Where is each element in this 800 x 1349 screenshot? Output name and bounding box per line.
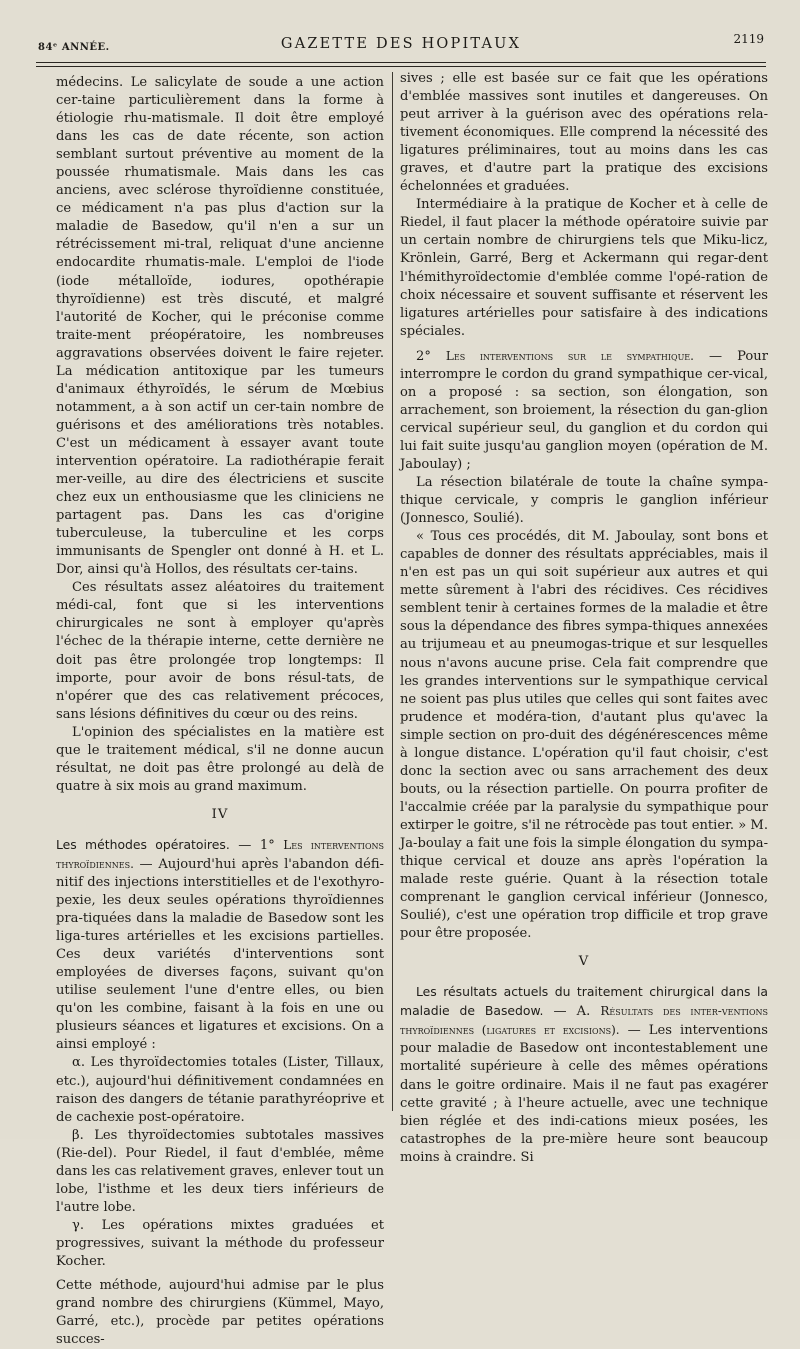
- year-label: 84ᵉ ANNÉE.: [38, 42, 110, 53]
- heading-lead: 2°: [416, 348, 446, 364]
- header-rule-thick: [36, 62, 766, 63]
- section-number: IV: [211, 806, 229, 822]
- section-heading: Les méthodes opératoires.: [56, 836, 230, 852]
- paragraph-body: — Pour interrompre le cordon du grand sympathique cer-vical, on a proposé : sa section, son élongation, son arrachement, son broiement, la résection du gan-glion cervical supérieur seul, du ganglion et du cordon qui lui fait suite jusqu'au ganglion moyen (opération de M. Jaboulay) ;: [400, 348, 768, 472]
- left-column: [56, 74, 384, 1349]
- paragraph: Cette méthode, aujourd'hui admise par le plus grand nombre des chirurgiens (Kümmel, Mayo, Garré, etc.), procède par petites opérations succes-: [56, 1278, 384, 1348]
- page-header: [38, 30, 764, 58]
- page-number: 2119: [733, 32, 764, 46]
- paragraph: sives ; elle est basée sur ce fait que les opérations d'emblée massives sont inutiles et dangereuses. On peut arriver à la guérison avec des opérations rela-tivement économiques. Elle comprend la nécessité des ligatures préliminaires, tout au moins dans les cas graves, et d'autre part la pratique des excisions échelonnées et graduées.: [400, 71, 768, 195]
- journal-title: GAZETTE DES HOPITAUX: [280, 36, 522, 52]
- paragraph: « Tous ces procédés, dit M. Jaboulay, sont bons et capables de donner des résultats appréciables, mais il n'en est pas un qui soit supérieur aux autres et qui mette sûrement à l'abri des récidives. Ces récidives semblent tenir à certaines formes de la maladie et être sous la dépendance des fibres sympa-thiques annexées au trijumeau et au pneumogas-trique et sur lesquelles nous n'avons aucune prise. Cela fait comprendre que les grandes interventions sur le sympathique cervical ne soient pas plus utiles que celles qui sont faites avec prudence et modéra-tion, d'autant plus qu'avec la simple section on pro-duit des dégénérescences même à longue distance. L'opération qu'il faut choisir, c'est donc la section avec ou sans arrachement des deux bouts, ou la résection partielle. On pourra profiter de l'accalmie créée par la paralysie du sympathique pour extirper le goitre, s'il ne rétrocède pas tout entier. » M. Ja-boulay a fait une fois la simple élongation du sympa-thique cervical et douze ans après l'opération la malade reste guérie. Quant à la résection totale comprenant le ganglion cervical inférieur (Jonnesco, Soulié), c'est une opération trop difficile et trop grave pour être proposée.: [400, 529, 768, 942]
- paragraph-body: — Aujourd'hui après l'abandon défi-nitif des injections interstitielles et de l'exothyro-pexie, les deux seules opérations thyroïdiennes pra-tiquées dans la maladie de Basedow sont les liga-tures artérielles et les excisions partielles. Ces deux variétés d'interventions sont employées de diverses façons, suivant qu'on utilise seulement l'une d'entre elles, ou bien qu'on les combine, faisant à la fois en une ou plusieurs séances et ligatures et excisions. On a ainsi employé :: [56, 856, 384, 1053]
- paragraph: γ. Les opérations mixtes graduées et progressives, suivant la méthode du professeur Kocher.: [56, 1217, 384, 1269]
- paragraph: [400, 347, 768, 474]
- paragraph: α. Les thyroïdectomies totales (Lister, Tillaux, etc.), aujourd'hui définitivement condamnées en raison des dangers de tétanie parathyréoprive et de cachexie post-opératoire.: [56, 1055, 384, 1125]
- paragraph: [56, 836, 384, 1055]
- paragraph: [400, 983, 768, 1166]
- paragraph-body: — Les interventions pour maladie de Basedow ont incontestablement une mortalité supérieure à celle des mêmes opérations dans le goitre ordinaire. Mais il ne faut pas exagérer cette gravité ; à l'heure actuelle, avec une technique bien réglée et des indi-cations mieux posées, les catastrophes de la pre-mière heure sont beaucoup moins à craindre. Si: [400, 1023, 768, 1165]
- heading-lead: — A.: [543, 1004, 601, 1020]
- header-rule-thin: [36, 66, 766, 67]
- section-number: V: [578, 954, 590, 970]
- section-heading: Les résultats actuels du traitement chirurgical dans la maladie de Basedow.: [400, 984, 768, 1019]
- column-divider: [392, 72, 393, 1111]
- paragraph: Ces résultats assez aléatoires du traitement médi-cal, font que si les interventions chirurgicales ne sont à employer qu'après l'échec de la thérapie interne, cette dernière ne doit pas être prolongée trop longtemps: Il importe, pour avoir de bons résul-tats, de n'opérer que des cas relativement précoces, sans lésions définitives du cœur ou des reins.: [56, 580, 384, 722]
- right-column: [400, 70, 768, 1167]
- paragraph: médecins. Le salicylate de soude a une action cer-taine particulièrement dans la forme à étiologie rhu-matismale. Il doit être employé dans les cas de date récente, son action semblant surtout préventive au moment de la poussée rhumatismale. Mais dans les cas anciens, avec sclérose thyroïdienne constituée, ce médicament n'a pas plus d'action sur la maladie de Basedow, qu'il n'en a sur un rétrécissement mi-tral, reliquat d'une ancienne endocardite rhumatis-male. L'emploi de l'iode (iode métalloïde, iodures, opothérapie thyroïdienne) est très discuté, et malgré l'autorité de Kocher, qui le préconise comme traite-ment préopératoire, les nombreuses aggravations observées doivent le faire rejeter. La médication antitoxique par les tumeurs d'animaux éthyroïdés, le sérum de Mœbius notamment, a à son actif un cer-tain nombre de guérisons et des améliorations très notables. C'est un médicament à essayer avant toute intervention opératoire. La radiothérapie ferait mer-veille, au dire des électriciens et suscite chez eux un enthousiasme que les cliniciens ne partagent pas. Dans les cas d'origine tuberculeuse, la tuberculine et les corps immunisants de Spengler ont donné à H. et L. Dor, ainsi qu'à Hollos, des résultats cer-tains.: [56, 75, 384, 578]
- heading-lead: — 1°: [229, 837, 284, 853]
- subheading: Résultats des inter-ventions thyroïdiennes (ligatures et excisions).: [400, 1004, 768, 1038]
- paragraph: Intermédiaire à la pratique de Kocher et à celle de Riedel, il faut placer la méthode opératoire suivie par un certain nombre de chirurgiens tels que Miku-licz, Krönlein, Garré, Berg et Ackermann qui regar-dent l'hémithyroïdectomie d'emblée comme l'opé-ration de choix nécessaire et souvent suffisante et réservent les ligatures artérielles pour satisfaire à des indications spéciales.: [400, 197, 768, 339]
- paragraph: L'opinion des spécialistes en la matière est que le traitement médical, s'il ne donne aucun résultat, ne doit pas être prolongé au delà de quatre à six mois au grand maximum.: [56, 724, 384, 794]
- paragraph: β. Les thyroïdectomies subtotales massives (Rie-del). Pour Riedel, il faut d'emblée, même dans les cas relativement graves, enlever tout un lobe, l'isthme et les deux tiers inférieurs de l'autre lobe.: [56, 1127, 384, 1215]
- subheading: Les interventions sur le sympathique.: [445, 348, 694, 363]
- paragraph: La résection bilatérale de toute la chaîne sympa-thique cervicale, y compris le ganglion inférieur (Jonnesco, Soulié).: [400, 475, 768, 527]
- subheading: Les interventions thyroïdiennes.: [56, 837, 384, 871]
